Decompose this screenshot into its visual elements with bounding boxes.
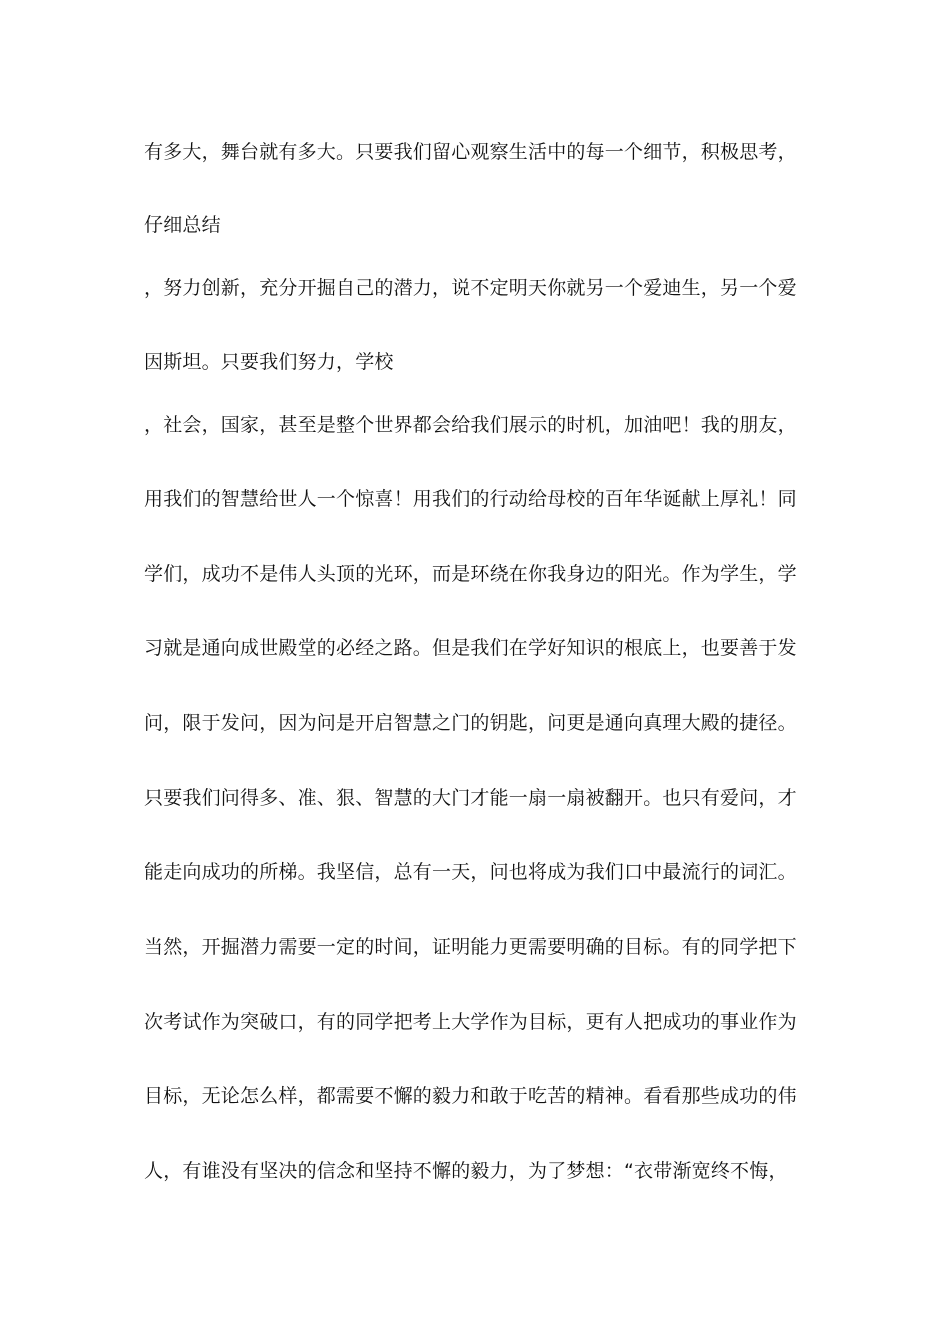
text-line-1: 有多大，舞台就有多大。只要我们留心观察生活中的每一个细节，积极思考， <box>144 141 797 163</box>
text-line-6: 用我们的智慧给世人一个惊喜！用我们的行动给母校的百年华诞献上厚礼！同 <box>144 488 797 510</box>
text-line-8: 习就是通向成世殿堂的必经之路。但是我们在学好知识的根底上，也要善于发 <box>144 637 797 659</box>
text-line-5: ，社会，国家，甚至是整个世界都会给我们展示的时机，加油吧！我的朋友， <box>144 414 797 436</box>
text-line-13: 次考试作为突破口，有的同学把考上大学作为目标，更有人把成功的事业作为 <box>144 1011 797 1033</box>
text-line-11: 能走向成功的所梯。我坚信，总有一天，问也将成为我们口中最流行的词汇。 <box>144 861 797 883</box>
text-line-7: 学们，成功不是伟人头顶的光环，而是环绕在你我身边的阳光。作为学生，学 <box>144 563 797 585</box>
text-line-14: 目标，无论怎么样，都需要不懈的毅力和敢于吃苦的精神。看看那些成功的伟 <box>144 1085 797 1107</box>
text-line-15: 人，有谁没有坚决的信念和坚持不懈的毅力，为了梦想：“衣带渐宽终不悔， <box>144 1160 788 1182</box>
text-line-2: 仔细总结 <box>144 214 221 236</box>
text-line-3: ，努力创新，充分开掘自己的潜力，说不定明天你就另一个爱迪生，另一个爱 <box>144 277 797 299</box>
text-line-12: 当然，开掘潜力需要一定的时间，证明能力更需要明确的目标。有的同学把下 <box>144 936 797 958</box>
text-line-4: 因斯坦。只要我们努力，学校 <box>144 351 394 373</box>
text-line-9: 问，限于发问，因为问是开启智慧之门的钥匙，问更是通向真理大殿的捷径。 <box>144 712 797 734</box>
text-line-10: 只要我们问得多、准、狠、智慧的大门才能一扇一扇被翻开。也只有爱问，才 <box>144 787 797 809</box>
